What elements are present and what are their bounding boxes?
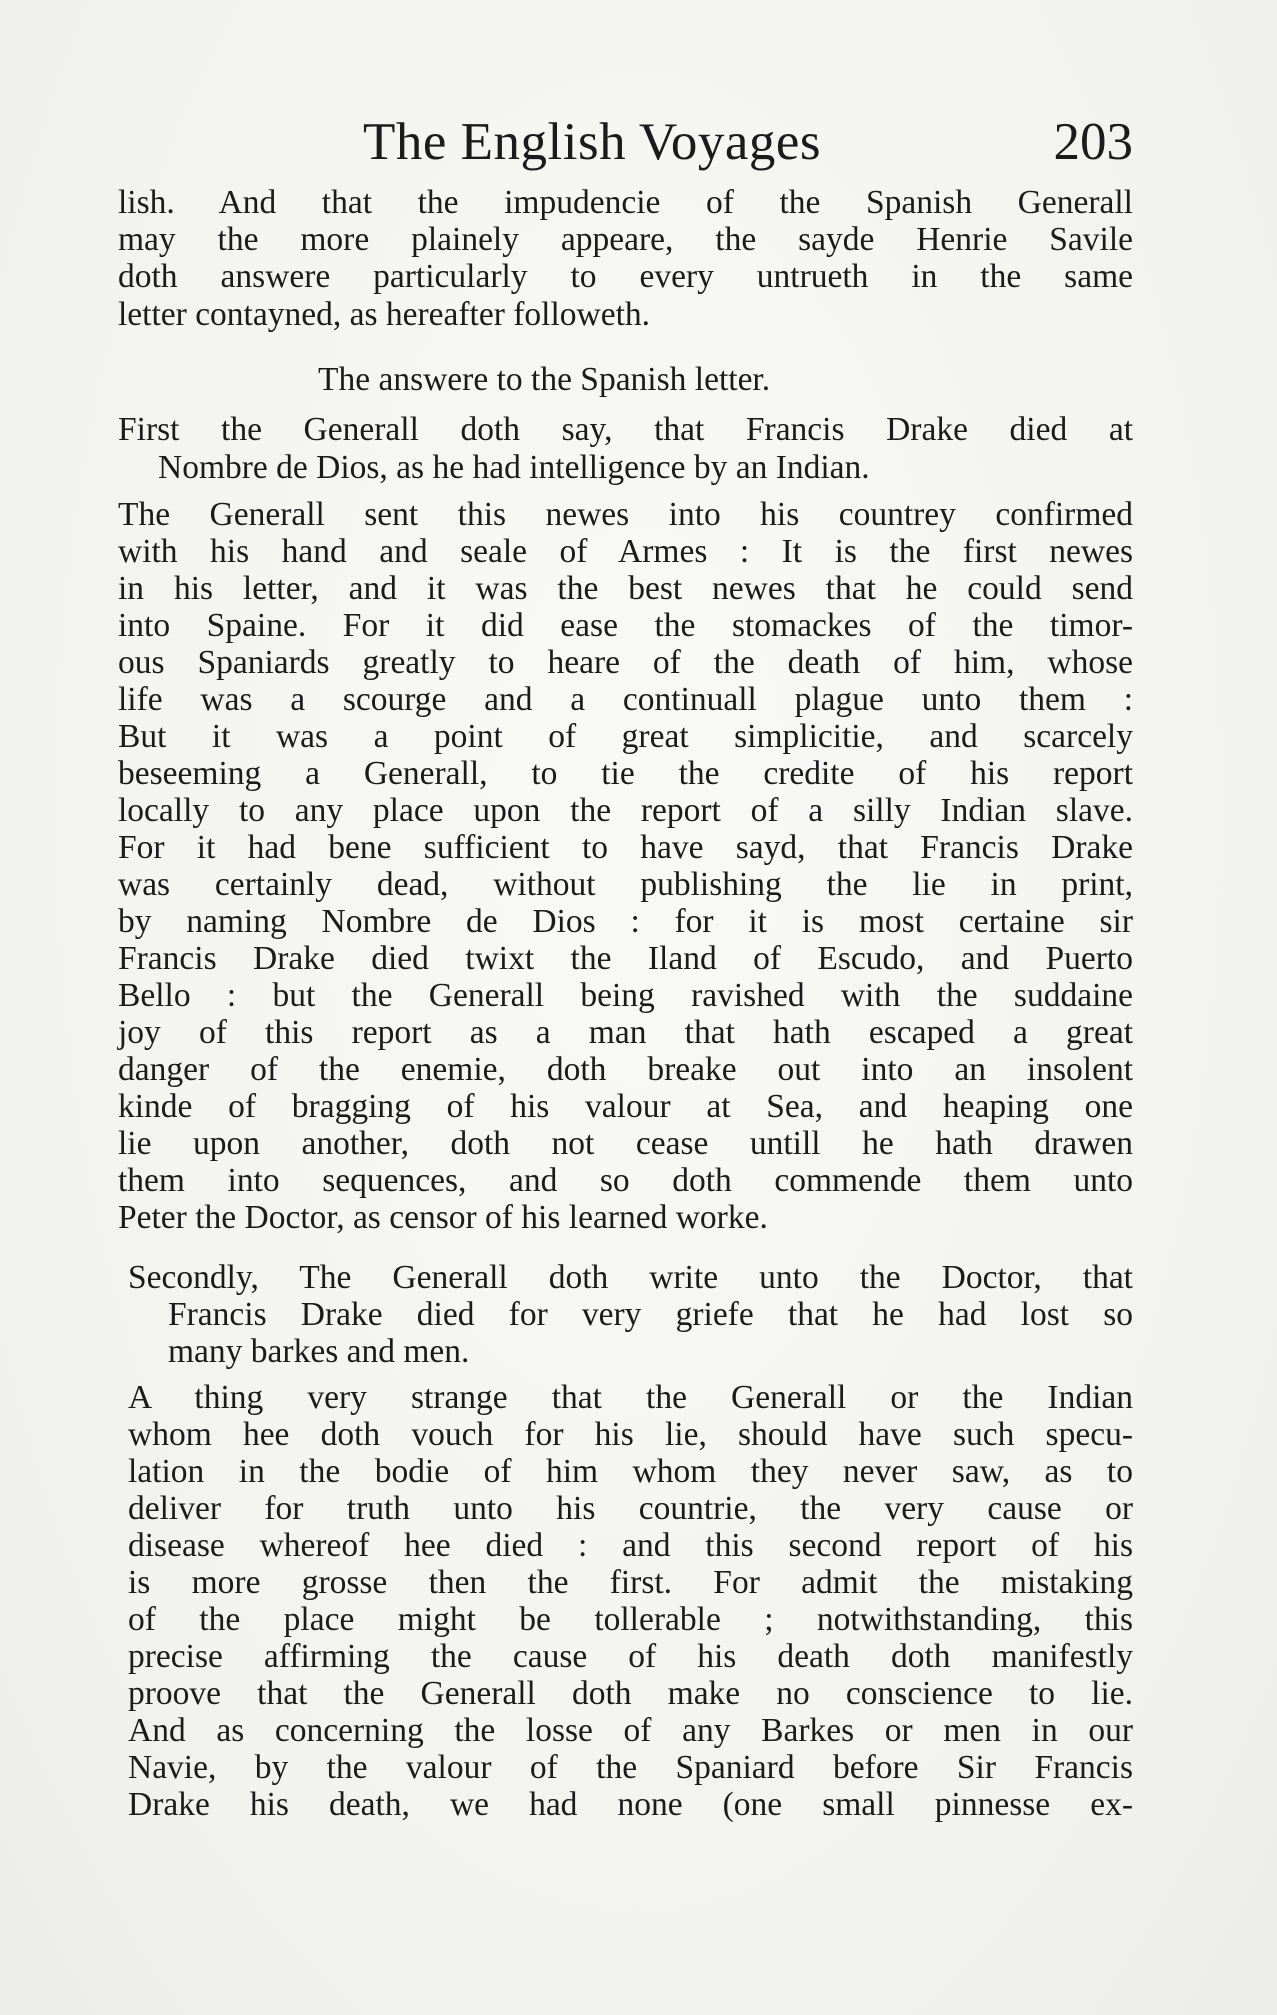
text-line: may the more plainely appeare, the sayde Henrie Savile — [118, 221, 1133, 258]
text-line: precise affirming the cause of his death doth manifestly — [128, 1638, 1133, 1675]
text-line: For it had bene sufficient to have sayd, that Francis Drake — [118, 829, 1133, 866]
text-line: with his hand and seale of Armes : It is the first newes — [118, 533, 1133, 570]
text-line: disease whereof hee died : and this second report of his — [128, 1527, 1133, 1564]
text-line: deliver for truth unto his countrie, the very cause or — [128, 1490, 1133, 1527]
text-line: whom hee doth vouch for his lie, should have such specu- — [128, 1416, 1133, 1453]
text-line: joy of this report as a man that hath escaped a great — [118, 1014, 1133, 1051]
text-line: locally to any place upon the report of a silly Indian slave. — [118, 792, 1133, 829]
text-line: proove that the Generall doth make no conscience to lie. — [128, 1675, 1133, 1712]
page-header — [118, 112, 1133, 176]
text-line: ous Spaniards greatly to heare of the death of him, whose — [118, 644, 1133, 681]
point-statement: Secondly, The Generall doth write unto the Doctor, that — [128, 1259, 1133, 1296]
point-statement: Nombre de Dios, as he had intelligence by an Indian. — [158, 449, 870, 486]
text-line: Navie, by the valour of the Spaniard before Sir Francis — [128, 1749, 1133, 1786]
text-line: A thing very strange that the Generall or the Indian — [128, 1379, 1133, 1416]
text-line: The Generall sent this newes into his countrey confirmed — [118, 496, 1133, 533]
text-line: beseeming a Generall, to tie the credite of his report — [118, 755, 1133, 792]
text-line: letter contayned, as hereafter followeth. — [118, 296, 651, 333]
text-line: is more grosse then the first. For admit the mistaking — [128, 1564, 1133, 1601]
text-line: lation in the bodie of him whom they never saw, as to — [128, 1453, 1133, 1490]
text-line: Peter the Doctor, as censor of his learned worke. — [118, 1199, 768, 1236]
text-line: Francis Drake died twixt the Iland of Escudo, and Puerto — [118, 940, 1133, 977]
text-line: lie upon another, doth not cease untill he hath drawen — [118, 1125, 1133, 1162]
text-line: life was a scourge and a continuall plague unto them : — [118, 681, 1133, 718]
point-statement: Francis Drake died for very griefe that he had lost so — [168, 1296, 1133, 1333]
text-line: But it was a point of great simplicitie, and scarcely — [118, 718, 1133, 755]
point-statement: many barkes and men. — [168, 1333, 470, 1370]
text-line: by naming Nombre de Dios : for it is most certaine sir — [118, 903, 1133, 940]
running-title: The English Voyages — [363, 113, 822, 171]
text-line: lish. And that the impudencie of the Spanish Generall — [118, 184, 1133, 221]
text-line: And as concerning the losse of any Barkes or men in our — [128, 1712, 1133, 1749]
text-line: Bello : but the Generall being ravished with the suddaine — [118, 977, 1133, 1014]
point-statement: First the Generall doth say, that Francis Drake died at — [118, 411, 1133, 448]
text-line: them into sequences, and so doth commende them unto — [118, 1162, 1133, 1199]
page-number: 203 — [1053, 113, 1133, 171]
text-line: Drake his death, we had none (one small pinnesse ex- — [128, 1786, 1133, 1823]
text-line: into Spaine. For it did ease the stomackes of the timor- — [118, 607, 1133, 644]
text-line: of the place might be tollerable ; notwithstanding, this — [128, 1601, 1133, 1638]
text-line: in his letter, and it was the best newes that he could send — [118, 570, 1133, 607]
text-line: was certainly dead, without publishing the lie in print, — [118, 866, 1133, 903]
section-heading: The answere to the Spanish letter. — [318, 361, 771, 398]
text-line: kinde of bragging of his valour at Sea, and heaping one — [118, 1088, 1133, 1125]
text-line: danger of the enemie, doth breake out into an insolent — [118, 1051, 1133, 1088]
text-line: doth answere particularly to every untrueth in the same — [118, 258, 1133, 295]
